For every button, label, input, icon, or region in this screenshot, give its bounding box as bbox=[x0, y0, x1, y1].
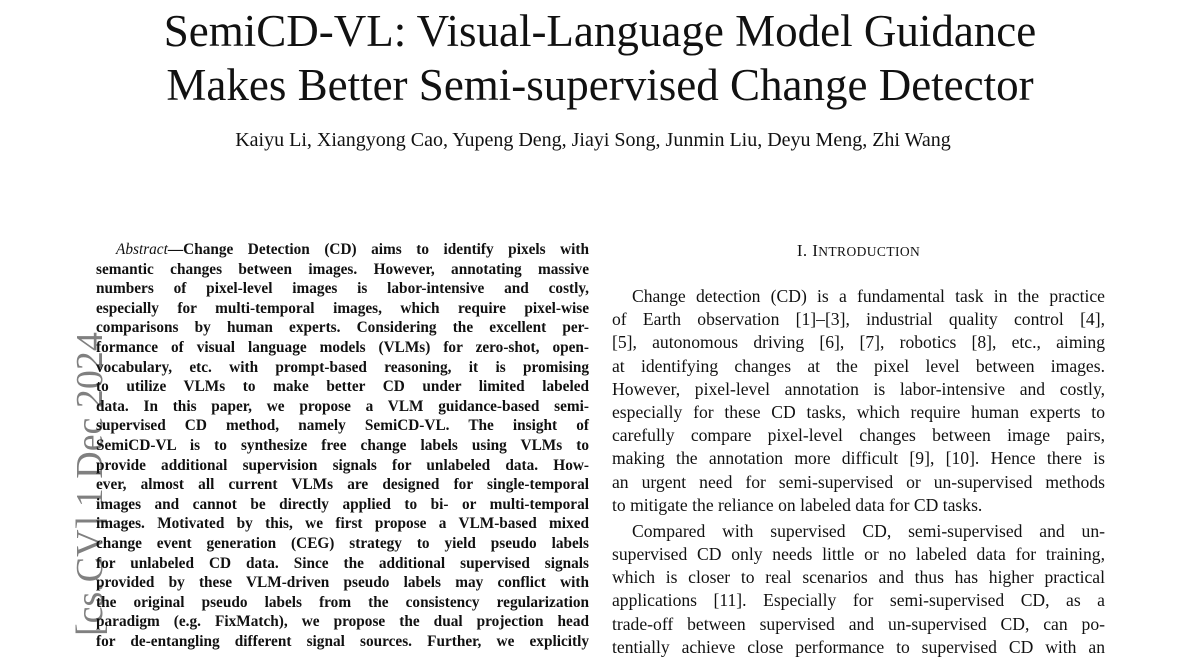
paper-title bbox=[0, 4, 1200, 112]
title-line-2: Makes Better Semi-supervised Change Detector bbox=[166, 60, 1034, 110]
abstract-line: numbers of pixel-level images is labor-intensive and costly, bbox=[96, 280, 589, 298]
abstract-line bbox=[96, 240, 589, 260]
text-line: [5], autonomous driving [6], [7], robotics [8], etc., aiming bbox=[612, 332, 1105, 353]
text-line: supervised CD only needs little or no labeled data for training, bbox=[612, 544, 1105, 565]
author-list: Kaiyu Li, Xiangyong Cao, Yupeng Deng, Jiayi Song, Junmin Liu, Deyu Meng, Zhi Wang bbox=[235, 129, 951, 151]
text-line: trade-off between supervised and un-supervised CD, can po- bbox=[612, 613, 1105, 634]
abstract-line: comparisons by human experts. Considering the excellent per- bbox=[96, 319, 589, 337]
paragraph bbox=[612, 285, 1105, 517]
abstract-line: for unlabeled CD data. Since the additional supervised signals bbox=[96, 554, 589, 572]
abstract-line: images. Motivated by this, we first propose a VLM-based mixed bbox=[96, 515, 589, 533]
abstract-line: provided by these VLM-driven pseudo labels may conflict with bbox=[96, 574, 589, 592]
text-line: applications [11]. Especially for semi-supervised CD, as a bbox=[612, 590, 1105, 611]
abstract-line: the original pseudo labels from the consistency regularization bbox=[96, 593, 589, 611]
text-line: to mitigate the reliance on labeled data for CD tasks. bbox=[612, 494, 983, 515]
title-line-1: SemiCD-VL: Visual-Language Model Guidance bbox=[163, 6, 1037, 56]
text-line: at identifying changes at the pixel level between images. bbox=[612, 355, 1105, 376]
text-line: of Earth observation [1]–[3], industrial quality control [4], bbox=[612, 309, 1105, 330]
abstract-label: Abstract bbox=[116, 241, 168, 258]
abstract-line: formance of visual language models (VLMs) for zero-shot, open- bbox=[96, 338, 589, 356]
text-line: making the annotation more difficult [9], [10]. Hence there is bbox=[612, 448, 1105, 469]
introduction-section bbox=[612, 240, 1105, 659]
text-line: which is closer to real scenarios and thus has higher practical bbox=[612, 567, 1105, 588]
section-number: I. bbox=[796, 241, 808, 260]
abstract-line: paradigm (e.g. FixMatch), we propose the dual projection head bbox=[96, 613, 589, 631]
abstract-line: especially for multi-temporal images, which require pixel-wise bbox=[96, 299, 589, 317]
abstract-line: images and cannot be directly applied to bi- or multi-temporal bbox=[96, 495, 589, 513]
abstract-line: SemiCD-VL is to synthesize free change labels using VLMs to bbox=[96, 436, 589, 454]
paragraph bbox=[612, 520, 1105, 659]
abstract-line: vocabulary, etc. with prompt-based reasoning, it is promising bbox=[96, 358, 589, 376]
section-title-rest: NTRODUCTION bbox=[818, 244, 921, 259]
abstract-line: change event generation (CEG) strategy to yield pseudo labels bbox=[96, 534, 589, 552]
text-line: tentially achieve close performance to supervised CD with an bbox=[612, 636, 1105, 657]
abstract-line: data. In this paper, we propose a VLM guidance-based semi- bbox=[96, 397, 589, 415]
abstract-line: supervised CD method, namely SemiCD-VL. The insight of bbox=[96, 417, 589, 435]
abstract-line: provide additional supervision signals for unlabeled data. How- bbox=[96, 456, 589, 474]
abstract-line-text: —Change Detection (CD) aims to identify pixels with bbox=[167, 241, 589, 258]
section-title-initial: I bbox=[812, 241, 819, 260]
text-line: carefully compare pixel-level changes between image pairs, bbox=[612, 425, 1105, 446]
text-line: Change detection (CD) is a fundamental task in the practice bbox=[632, 286, 1105, 306]
text-line: However, pixel-level annotation is labor-intensive and costly, bbox=[612, 378, 1105, 399]
abstract-line: for de-entangling different signal sources. Further, we explicitly bbox=[96, 632, 589, 650]
abstract-line: to utilize VLMs to make better CD under limited labeled bbox=[96, 378, 589, 396]
text-line: an urgent need for semi-supervised or un-supervised methods bbox=[612, 471, 1105, 492]
abstract-line: ever, almost all current VLMs are designed for single-temporal bbox=[96, 476, 589, 494]
abstract-block bbox=[96, 240, 589, 651]
abstract-line: semantic changes between images. However, annotating massive bbox=[96, 260, 589, 278]
arxiv-identifier-stamp: [cs.CV] 1 Dec 2024 bbox=[69, 332, 111, 636]
section-heading-introduction bbox=[612, 241, 1105, 262]
text-line: Compared with supervised CD, semi-supervised and un- bbox=[632, 520, 1105, 541]
text-line: especially for these CD tasks, which require human experts to bbox=[612, 401, 1105, 422]
